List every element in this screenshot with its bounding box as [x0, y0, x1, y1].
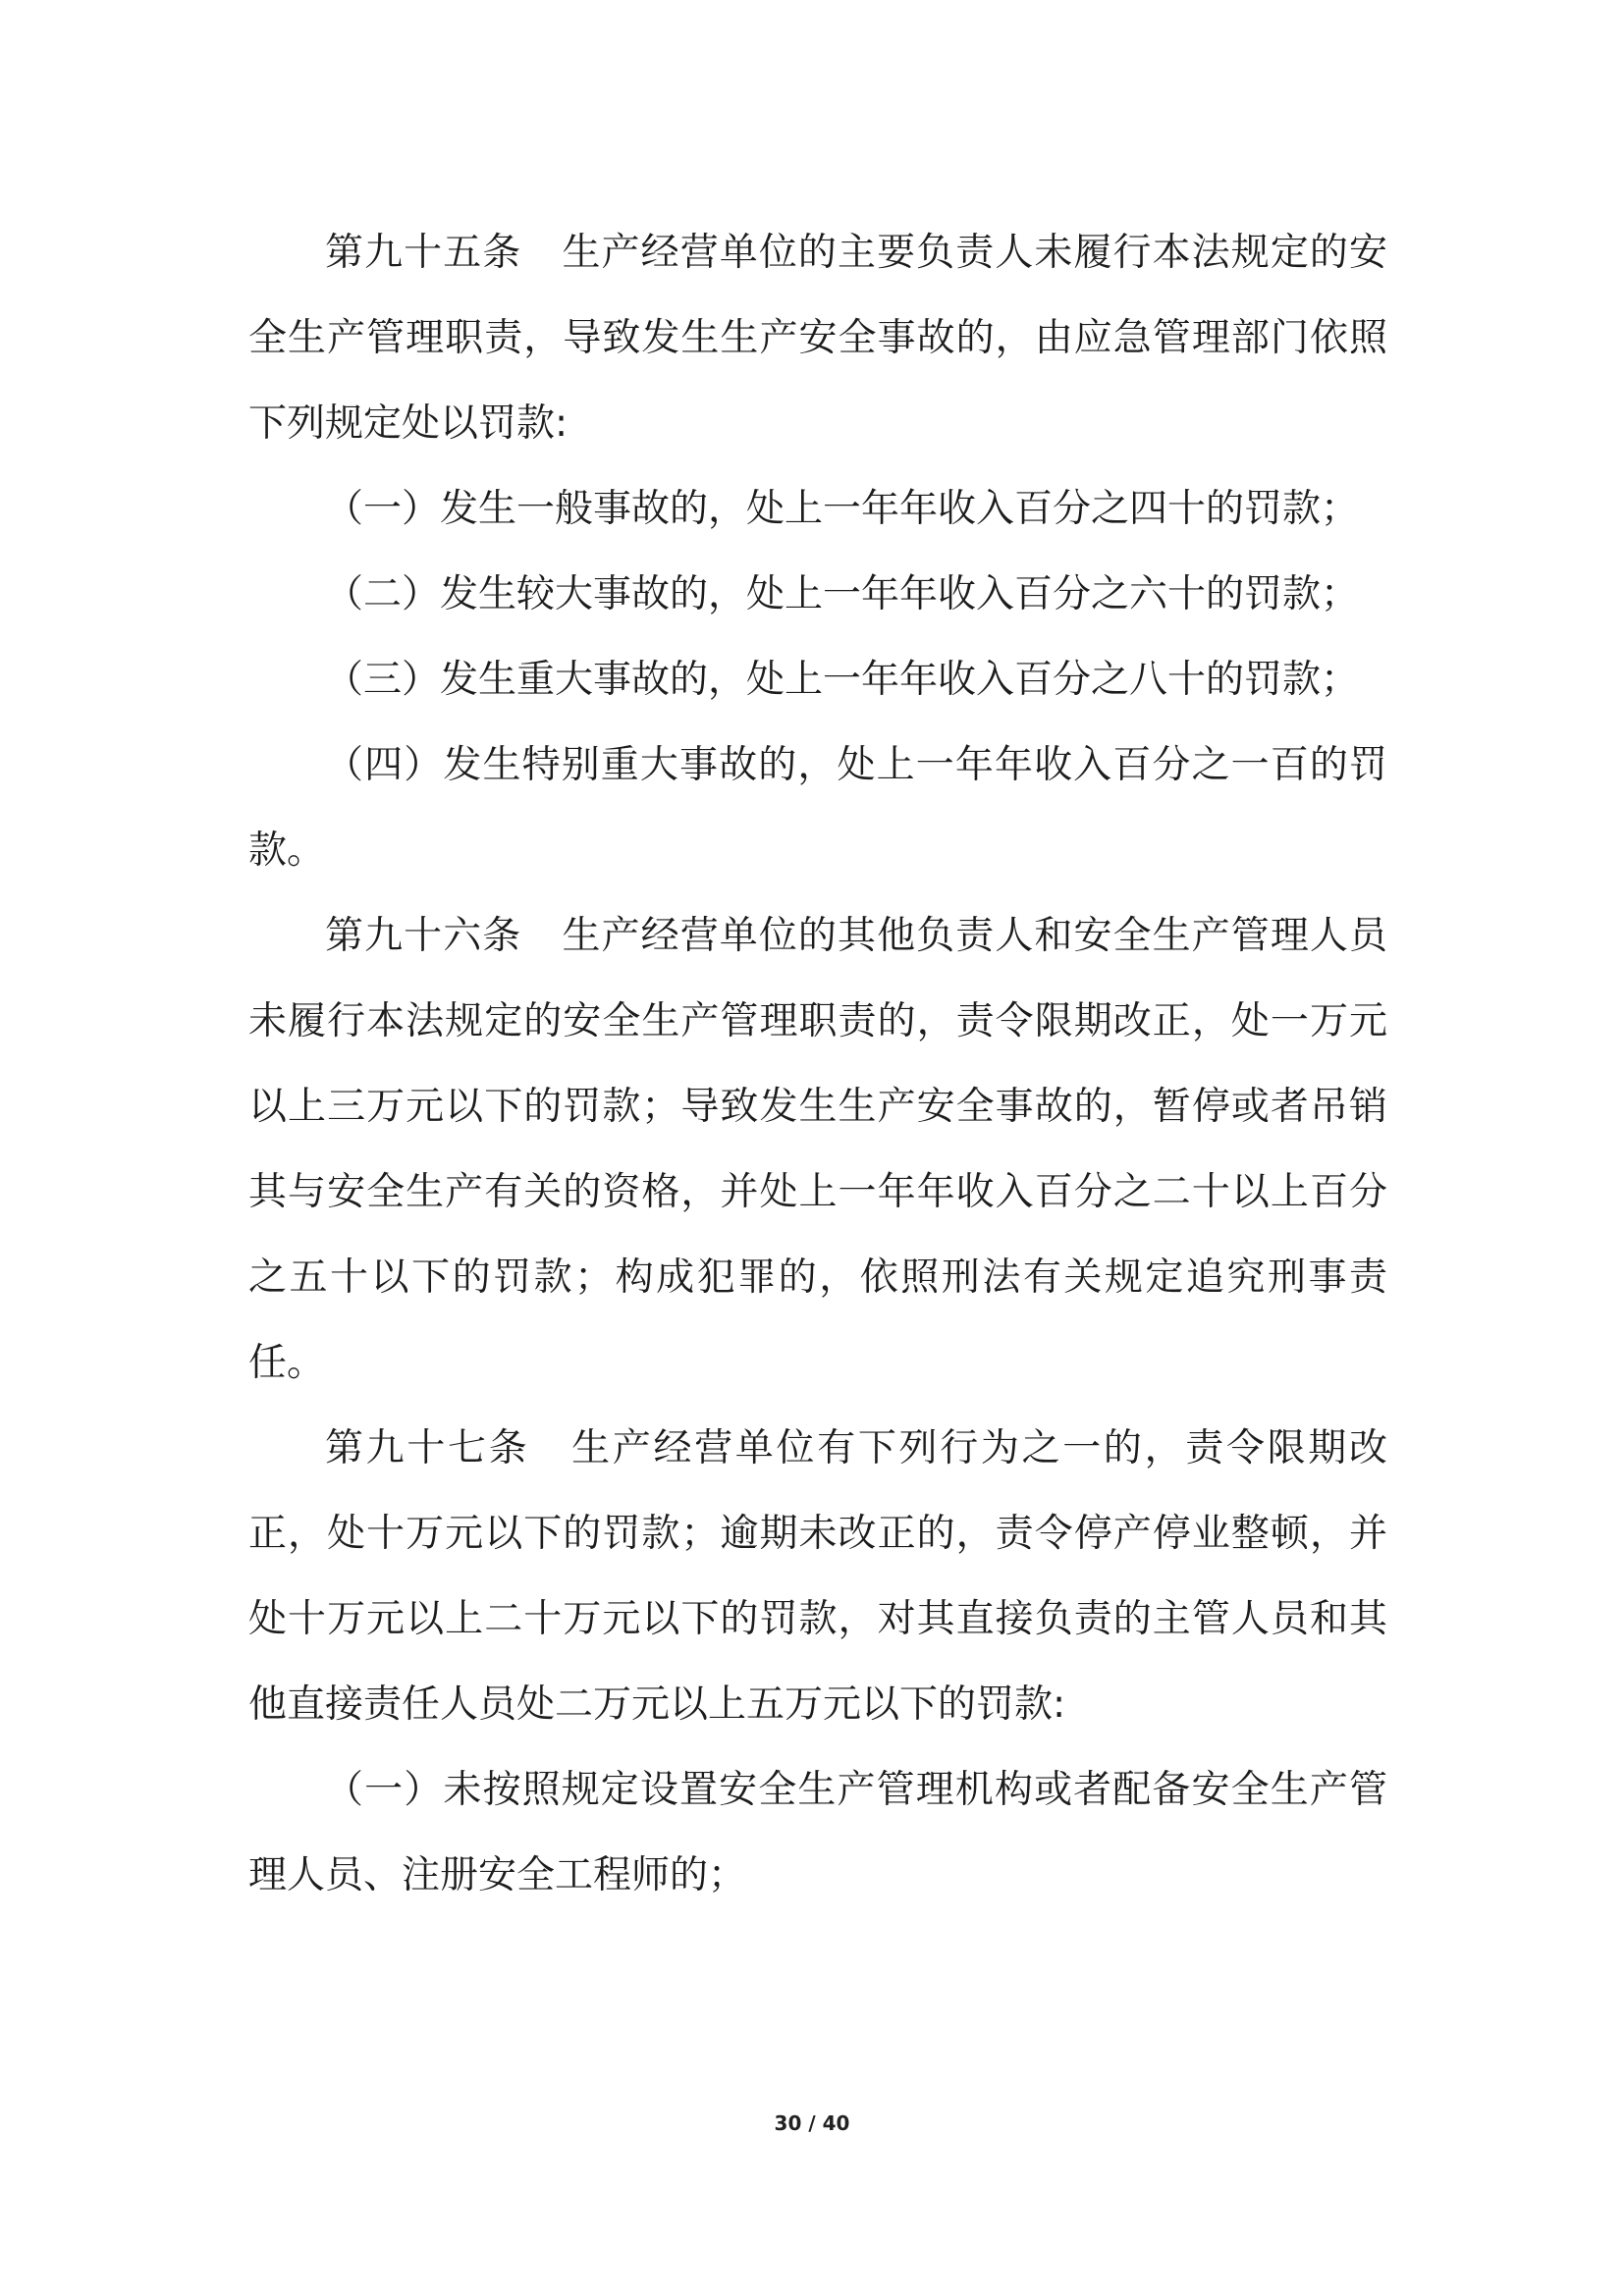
article-96-text: 生产经营单位的其他负责人和安全生产管理人员未履行本法规定的安全生产管理职责的，责令限期改正，处一万元以上三万元以下的罚款；导致发生生产安全事故的，暂停或者吊销其与安全生产有关的资格，并处上一年年收入百分之二十以上百分之五十以下的罚款；构成犯罪的，依照刑法有关规定追究刑事责任。: [248, 914, 1387, 1385]
article-97-item-1: （一）未按照规定设置安全生产管理机构或者配备安全生产管理人员、注册安全工程师的；: [248, 1768, 1387, 1897]
article-96-heading: 第九十六条: [325, 914, 522, 958]
article-97-text: 生产经营单位有下列行为之一的，责令限期改正，处十万元以下的罚款；逾期未改正的，责令停产停业整顿，并处十万元以上二十万元以下的罚款，对其直接负责的主管人员和其他直接责任人员处二万元以上五万元以下的罚款:: [248, 1426, 1387, 1727]
article-95-item-3: （三）发生重大事故的，处上一年年收入百分之八十的罚款；: [325, 658, 1360, 702]
article-97-heading: 第九十七条: [325, 1426, 530, 1470]
page-number: 30 / 40: [774, 2111, 850, 2135]
article-95-item-1: （一）发生一般事故的，处上一年年收入百分之四十的罚款；: [325, 487, 1360, 531]
article-95-paragraph: [248, 210, 1387, 466]
article-95-text: 生产经营单位的主要负责人未履行本法规定的安全生产管理职责，导致发生生产安全事故的，由应急管理部门依照下列规定处以罚款:: [248, 231, 1387, 446]
article-97-paragraph: [248, 1406, 1387, 1747]
article-96-paragraph: [248, 893, 1387, 1406]
document-body: [248, 210, 1387, 1918]
article-95-item-2: （二）发生较大事故的，处上一年年收入百分之六十的罚款；: [325, 572, 1360, 616]
article-95-item-4: （四）发生特别重大事故的，处上一年年收入百分之一百的罚款。: [248, 743, 1387, 873]
article-95-heading: 第九十五条: [325, 231, 522, 275]
